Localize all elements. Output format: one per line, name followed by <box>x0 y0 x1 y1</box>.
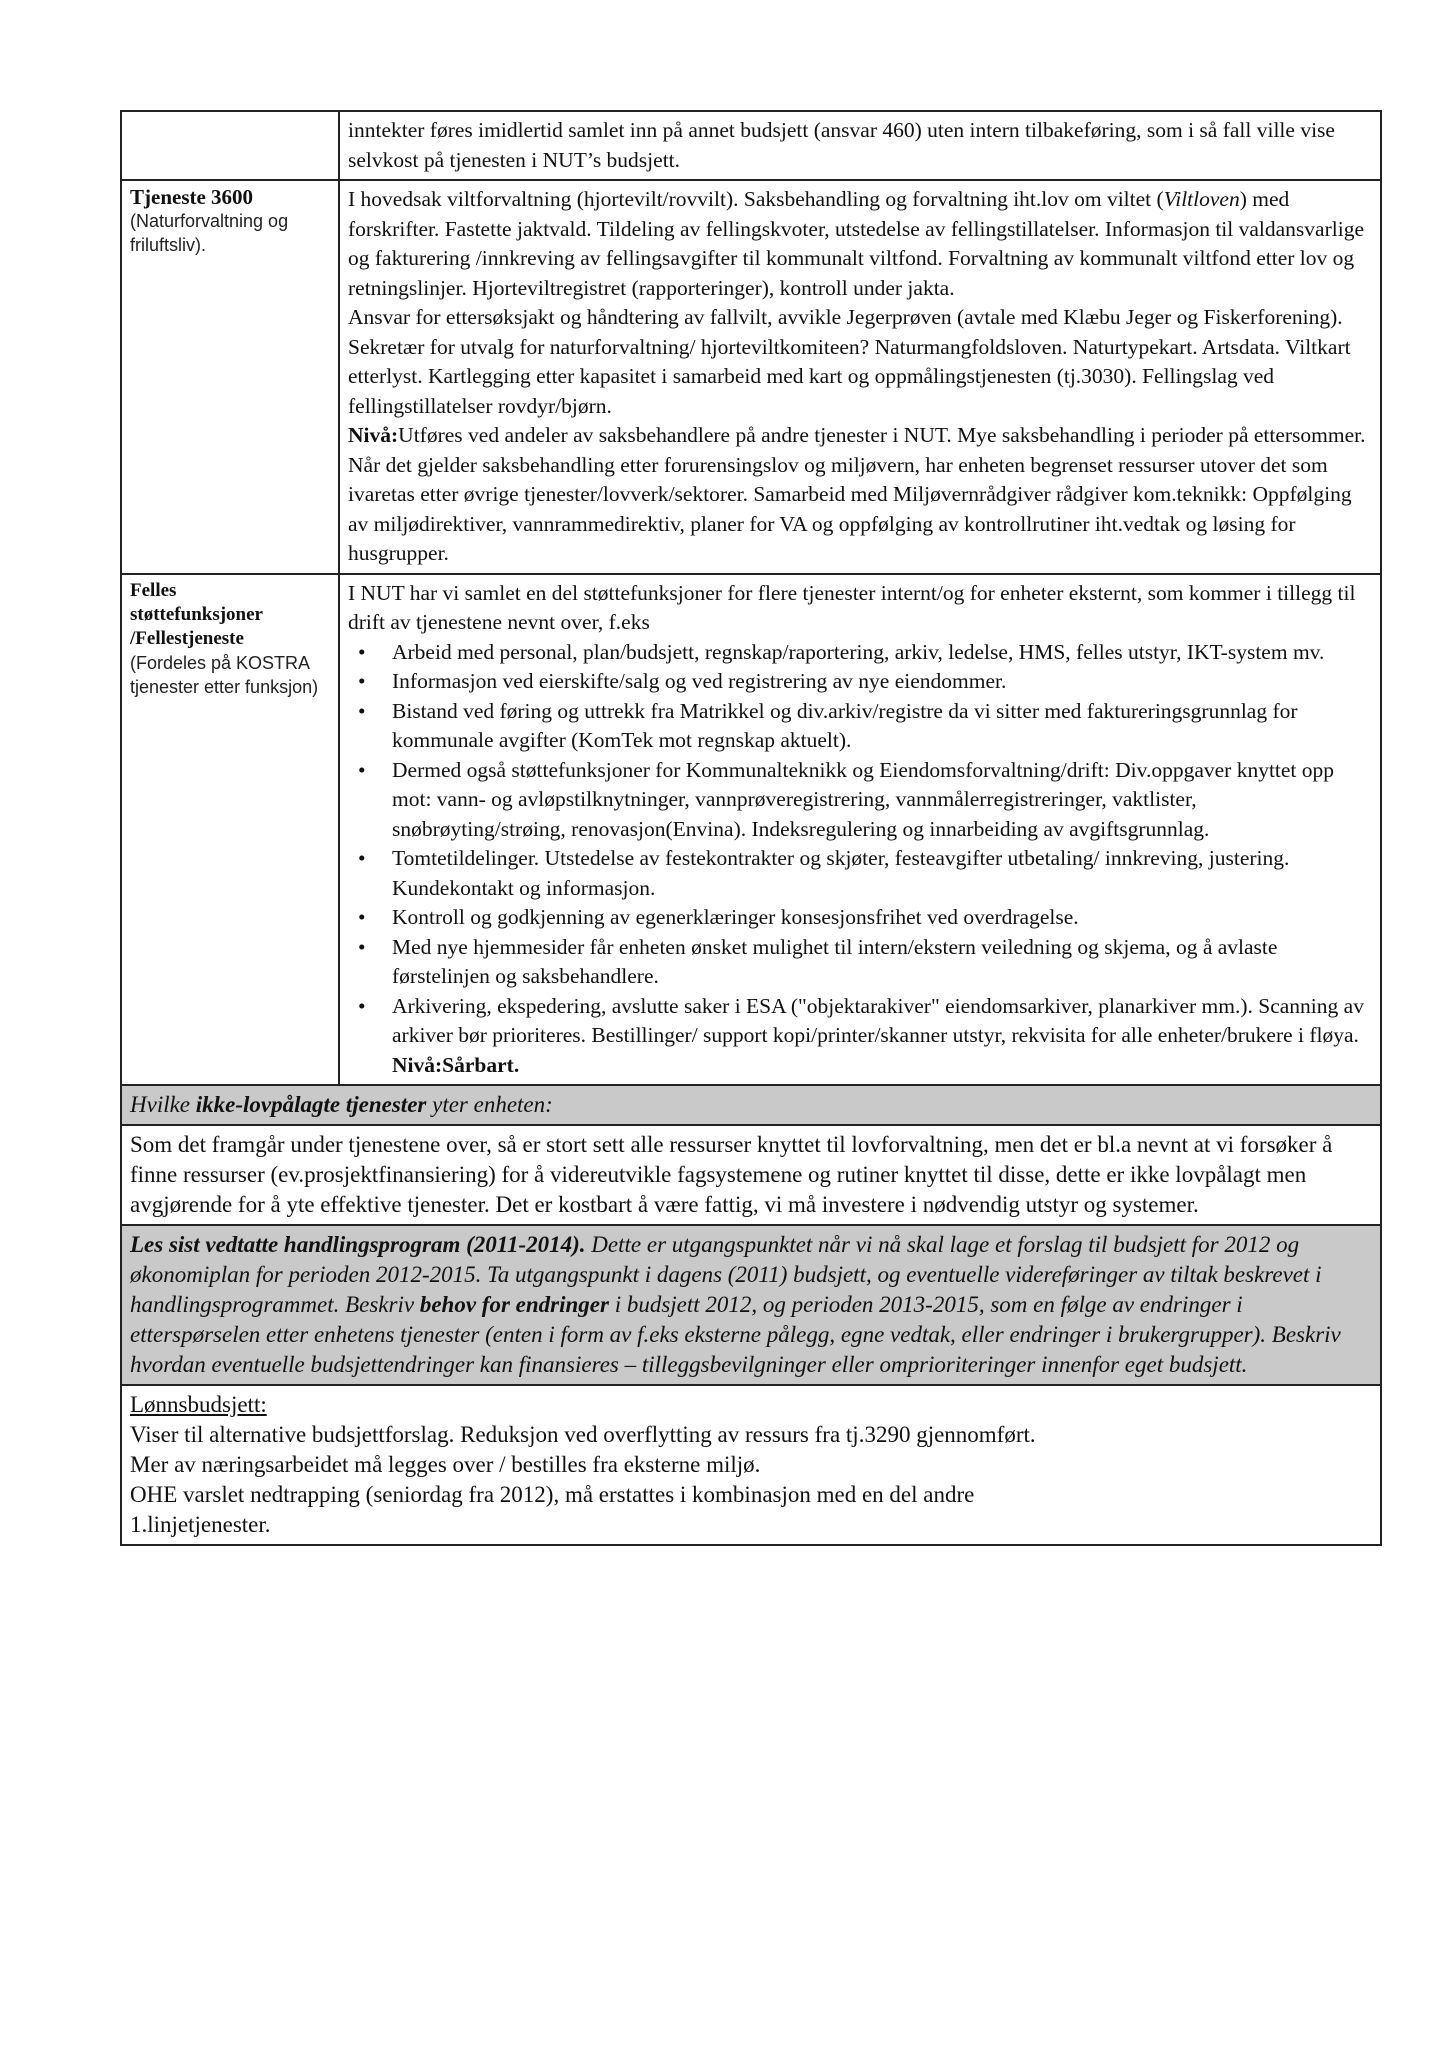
lonnsbudsjett-section <box>121 1385 1381 1545</box>
list-item: • Arbeid med personal, plan/budsjett, regnskap/raportering, arkiv, ledelse, HMS, felles utstyr, IKT-system mv. <box>348 638 1372 668</box>
instructions-block: Les sist vedtatte handlingsprogram (2011-2014). Dette er utgangspunktet når vi nå skal lage et forslag til budsjett for 2012 og økonomiplan for perioden 2012-2015. Ta utgangspunkt i dagens (2011) budsjett, og eventuelle videreføringer av tiltak beskrevet i handlingsprogrammet. Beskriv behov for endringer i budsjett 2012, og perioden 2013-2015, som en følge av endringer i etterspørselen etter enhetens tjenester (enten i form av f.eks eksterne pålegg, egne vedtak, eller endringer i brukergrupper). Beskriv hvordan eventuelle budsjettendringer kan finansieres – tilleggsbevilgninger eller omprioriteringer innenfor eget budsjett. <box>121 1225 1381 1385</box>
table-row <box>121 1125 1381 1225</box>
table-row <box>121 180 1381 574</box>
budget-table <box>120 110 1382 1546</box>
table-row <box>121 574 1381 1086</box>
table-row <box>121 1385 1381 1545</box>
bullet-icon: • <box>358 669 366 693</box>
service-title: støttefunksjoner <box>130 603 263 625</box>
list-item: • Dermed også støttefunksjoner for Kommunalteknikk og Eiendomsforvaltning/drift: Div.oppgaver knyttet opp mot: vann- og avløpstilknytninger, vannprøveregistrering, vannmålerregistreringer, vaktlister, snøbrøyting/strøing, renovasjon(Envina). Indeksregulering og innarbeiding av avgiftsgrunnlag. <box>358 757 1335 841</box>
felles-description <box>339 574 1381 1086</box>
list-item: • Bistand ved føring og uttrekk fra Matrikkel og div.arkiv/registre da vi sitter med faktureringsgrunnlag for kommunale avgifter (KomTek mot regnskap aktuelt). <box>358 698 1298 752</box>
bullet-icon: • <box>358 698 366 723</box>
paragraph-text: I hovedsak viltforvaltning (hjortevilt/rovvilt). Saksbehandling og forvaltning iht.lov om viltet ( <box>348 187 1164 211</box>
list-item: • Informasjon ved eierskifte/salg og ved registrering av nye eiendommer. <box>348 667 1372 697</box>
left-cell-felles <box>121 574 339 1086</box>
bullet-icon: • <box>358 993 366 1018</box>
document-page <box>120 110 1382 1546</box>
paragraph-text: Ansvar for ettersøksjakt og håndtering av fallvilt, avvikle Jegerprøven (avtale med Klæbu Jeger og Fiskerforening). Sekretær for utvalg for naturforvaltning/ hjorteviltkomiteen? Naturmangfoldsloven. Naturtypekart. Artsdata. Viltkart etterlyst. Kartlegging etter kapasitet i samarbeid med kart og oppmålingstjenesten (tj.3030). Fellingslag ved fellingstillatelser rovdyr/bjørn. <box>348 305 1351 418</box>
service-title: /Fellestjeneste <box>130 627 244 649</box>
paragraph-text: Viser til alternative budsjettforslag. Reduksjon ved overflytting av ressurs fra tj.3290 gjennomført. <box>130 1422 1036 1447</box>
question-heading: Hvilke ikke-lovpålagte tjenester yter enheten: <box>121 1085 1381 1125</box>
bullet-icon: • <box>358 846 366 870</box>
question-emphasis: ikke-lovpålagte tjenester <box>195 1092 427 1117</box>
list-item: • Kontroll og godkjenning av egenerklæringer konsesjonsfrihet ved overdragelse. <box>348 903 1372 933</box>
service-title: Tjeneste 3600 <box>130 185 254 209</box>
list-item: • Arkivering, ekspedering, avslutte saker i ESA ("objektarakiver" eiendomsarkiver, planarkiver mm.). Scanning av arkiver bør prioriteres. Bestillinger/ support kopi/printer/skanner utstyr, rekvisita for alle enheter/brukere i fløya. Nivå:Sårbart. <box>358 993 1364 1077</box>
law-name: Viltloven <box>1163 187 1240 211</box>
naturforvaltning-description <box>339 180 1381 574</box>
table-row <box>121 1085 1381 1125</box>
continuation-cell <box>339 111 1381 180</box>
paragraph-text: 1.linjetjenester. <box>130 1512 271 1537</box>
bullet-list <box>348 638 1372 1081</box>
service-subtitle: (Naturforvaltning og friluftsliv). <box>130 211 289 255</box>
bullet-icon: • <box>358 934 366 959</box>
table-row <box>121 1225 1381 1385</box>
paragraph-text: OHE varslet nedtrapping (seniordag fra 2012), må erstattes i kombinasjon med en del andre <box>130 1482 975 1507</box>
paragraph-text: ) med forskrifter. Fastette jaktvald. Tildeling av fellingskvoter, utstedelse av fellingstillatelser. Informasjon til valdansvarlige og fakturering /innkreving av fellingsavgifter til kommunalt viltfond. Forvaltning av kommunalt viltfond etter lov og retningslinjer. Hjorteviltregistret (rapporteringer), kontroll under jakta. <box>348 187 1364 300</box>
service-subtitle: (Fordeles på KOSTRA tjenester etter funksjon) <box>130 652 319 697</box>
continuation-text: inntekter føres imidlertid samlet inn på annet budsjett (ansvar 460) uten intern tilbakeføring, som i så fall ville vise selvkost på tjenesten i NUT’s budsjett. <box>348 118 1335 172</box>
question-answer: Som det framgår under tjenestene over, så er stort sett alle ressurser knyttet til lovforvaltning, men det er bl.a nevnt at vi forsøker å finne ressurser (ev.prosjektfinansiering) for å videreutvikle fagsystemene og rutiner knyttet til disse, dette er ikke lovpålagt men avgjørende for å yte effektive tjenester. Det er kostbart å være fattig, vi må investere i nødvendig utstyr og systemer. <box>121 1125 1381 1225</box>
paragraph-text: Utføres ved andeler av saksbehandlere på andre tjenester i NUT. Mye saksbehandling i perioder på ettersommer. Når det gjelder saksbehandling etter forurensingslov og miljøvern, har enheten begrenset ressurser utover det som ivaretas etter øvrige tjenester/lovverk/sektorer. Samarbeid med Miljøvernrådgiver rådgiver kom.teknikk: Oppfølging av miljødirektiver, vannrammedirektiv, planer for VA og oppfølging av kontrollrutiner iht.vedtak og løsing for husgrupper. <box>348 423 1366 565</box>
level-label: Nivå:Sårbart. <box>392 1052 520 1077</box>
table-row <box>121 111 1381 180</box>
section-heading: Lønnsbudsjett: <box>130 1392 267 1417</box>
service-title: Felles <box>130 579 177 601</box>
paragraph-text: I NUT har vi samlet en del støttefunksjoner for flere tjenester internt/og for enheter eksternt, som kommer i tillegg til drift av tjenestene nevnt over, f.eks <box>348 580 1356 634</box>
list-item: • Med nye hjemmesider får enheten ønsket mulighet til intern/ekstern veiledning og skjema, og å avlaste førstelinjen og saksbehandlere. <box>358 934 1278 988</box>
left-cell-empty <box>121 111 339 180</box>
paragraph-text: Mer av næringsarbeidet må legges over / bestilles fra eksterne miljø. <box>130 1452 761 1477</box>
left-cell-naturforvaltning <box>121 180 339 574</box>
bullet-icon: • <box>358 639 366 664</box>
bullet-icon: • <box>358 757 366 782</box>
bullet-icon: • <box>358 905 366 929</box>
level-label: Nivå: <box>348 423 399 447</box>
list-item: • Tomtetildelinger. Utstedelse av festekontrakter og skjøter, festeavgifter utbetaling/ innkreving, justering. Kundekontakt og informasjon. <box>358 846 1290 900</box>
